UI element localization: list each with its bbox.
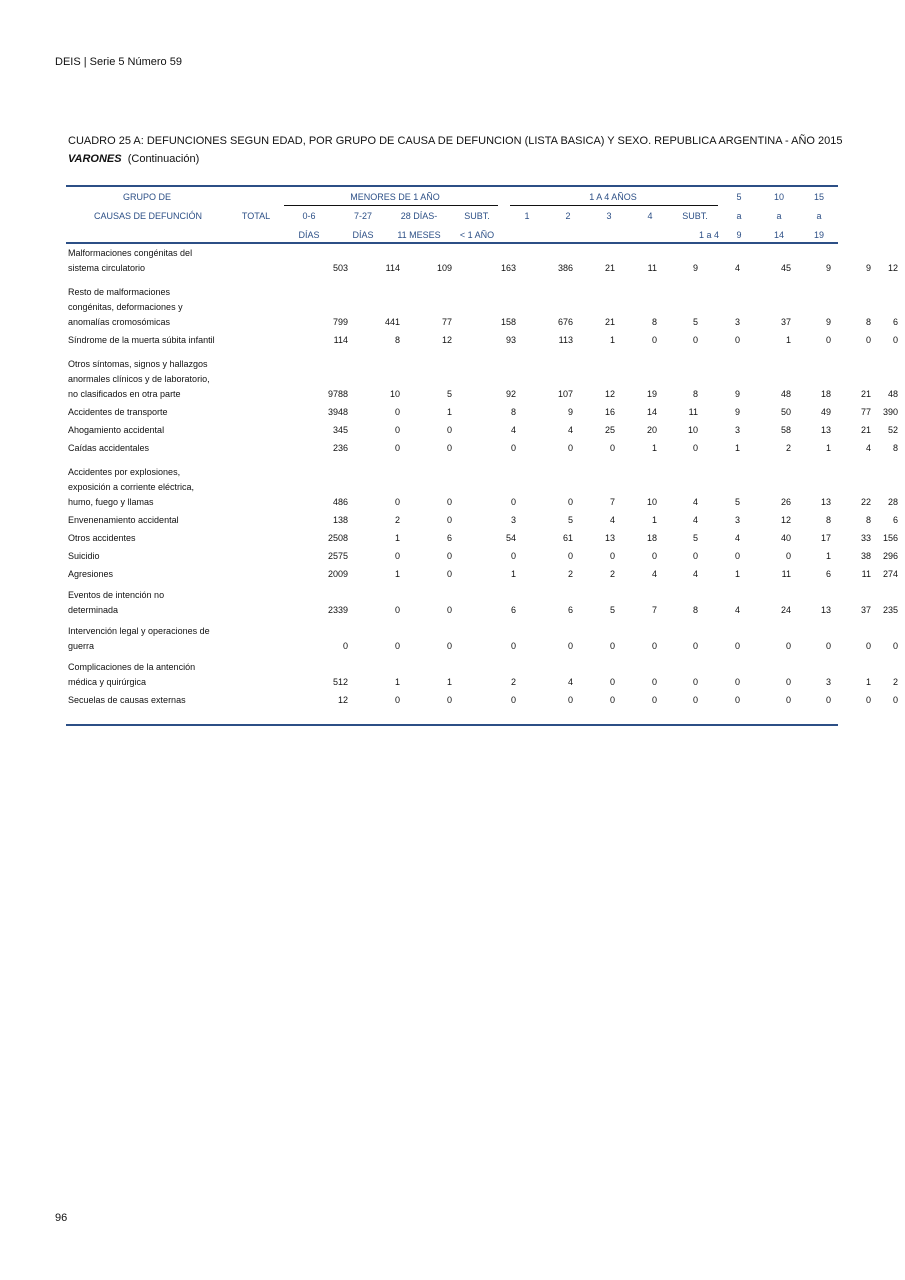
table-cell: 9 [865,263,871,273]
table-cell: 113 [558,335,573,345]
table-cell: 2 [567,569,573,579]
table-cell: 20 [646,425,657,435]
table-cell: 0 [734,695,740,705]
table-cell: 9 [734,407,740,417]
header-15-a-19-mid: a [816,211,822,221]
table-cell: 6 [446,533,452,543]
table-cell: 386 [557,263,573,273]
table-cell: 2 [892,677,898,687]
table-cell: 2 [394,515,400,525]
table-cell: 38 [860,551,871,561]
table-cell: 17 [820,533,831,543]
table-cell: 0 [567,551,573,561]
subtitle-continuation: (Continuación) [127,153,200,165]
table-cell: 0 [734,677,740,687]
table-cell: 50 [780,407,791,417]
table-cell: 9 [825,263,831,273]
table-cell: 0 [446,569,452,579]
cause-label: Malformaciones congénitas del sistema circulatorio [68,248,193,273]
table-cell: 0 [651,335,657,345]
cause-label: Otros síntomas, signos y hallazgos anormales clínicos y de laboratorio, no clasificados en otra parte [68,359,210,399]
header-10-a-14-bottom: 14 [773,230,785,240]
table-cell: 1 [446,677,452,687]
table-cell: 3 [510,515,516,525]
table-row [66,546,898,564]
cause-label: Agresiones [68,569,114,579]
table-cell: 1 [734,569,740,579]
table-cell: 0 [342,641,348,651]
cause-label: Accidentes de transporte [68,407,168,417]
subtitle-sex: VARONES [68,153,122,165]
table-cell: 0 [785,551,791,561]
table-cell: 5 [609,605,615,615]
table-row [66,528,898,546]
table-cell: 6 [567,605,573,615]
table-cell: 0 [692,641,698,651]
table-cell: 799 [332,317,348,327]
table-cell: 2 [785,443,791,453]
table-cell: 33 [860,533,871,543]
table-cell: 0 [394,695,400,705]
table-cell: 40 [780,533,791,543]
table-row [66,402,898,420]
table-cell: 1 [651,515,657,525]
table-cell: 8 [865,515,871,525]
cause-label: Resto de malformaciones congénitas, deformaciones y anomalías cromosómicas [68,287,183,327]
table-cell: 5 [692,533,698,543]
table-cell: 0 [692,695,698,705]
table-cell: 0 [785,641,791,651]
header-year-4: 4 [647,211,653,221]
table-cell: 4 [510,425,516,435]
table-cell: 0 [446,515,452,525]
table-cell: 0 [892,335,898,345]
table-cell: 0 [394,407,400,417]
table-cell: 1 [446,407,452,417]
table-cell: 0 [734,641,740,651]
table-cell: 0 [865,695,871,705]
table-cell: 12 [337,695,348,705]
table-cell: 1 [825,443,831,453]
table-cell: 9788 [327,389,348,399]
table-cell: 6 [892,515,898,525]
table-cell: 0 [609,443,615,453]
table-row [66,438,898,456]
cause-label: Eventos de intención no determinada [68,590,165,615]
uno-a-cuatro-group-rule [510,205,718,206]
table-cell: 4 [734,605,740,615]
cause-label: Síndrome de la muerta súbita infantil [68,335,215,345]
table-cell: 19 [646,389,657,399]
table-row [66,276,898,330]
table-cell: 3 [825,677,831,687]
table-row [66,564,898,582]
table-cell: 52 [887,425,898,435]
table-cell: 49 [820,407,831,417]
table-cell: 24 [780,605,791,615]
table-cell: 21 [860,389,871,399]
table-cell: 1 [734,443,740,453]
table-cell: 8 [651,317,657,327]
table-cell: 4 [692,515,698,525]
table-cell: 4 [567,425,573,435]
table-cell: 0 [734,335,740,345]
table-cell: 0 [394,641,400,651]
table-row [66,246,898,276]
table-cell: 11 [861,569,871,579]
table-cell: 390 [882,407,898,417]
table-cell: 12 [604,389,615,399]
table-cell: 48 [780,389,791,399]
table-cell: 5 [446,389,452,399]
table-cell: 0 [651,677,657,687]
table-cell: 109 [436,263,452,273]
table-cell: 12 [441,335,452,345]
table-cell: 21 [604,263,615,273]
table-cell: 3 [734,425,740,435]
table-row [66,690,898,708]
table-cell: 0 [394,443,400,453]
table-cell: 8 [692,389,698,399]
header-15-a-19-top: 15 [813,192,825,202]
table-cell: 0 [394,497,400,507]
table-cell: 1 [609,335,615,345]
table-cell: 11 [781,569,791,579]
table-cell: 45 [780,263,791,273]
table-bottom-rule [66,724,838,726]
header-5-a-9-bottom: 9 [736,230,742,240]
table-cell: 0 [785,695,791,705]
cause-label: Secuelas de causas externas [68,695,186,705]
header-28-days-unit: 11 MESES [397,230,441,240]
menores-group-rule [284,205,498,206]
table-cell: 0 [609,551,615,561]
table-cell: 8 [394,335,400,345]
table-cell: 114 [333,335,348,345]
page-number: 96 [55,1212,68,1224]
table-cell: 107 [557,389,573,399]
table-cell: 0 [394,551,400,561]
table-cell: 22 [860,497,871,507]
table-row [66,582,898,618]
table-cell: 93 [505,335,516,345]
table-cell: 1 [394,677,400,687]
table-cell: 0 [892,695,898,705]
table-cell: 61 [562,533,573,543]
header-28-days: 28 DÍAS- [400,211,438,221]
table-cell: 5 [734,497,740,507]
table-cell: 11 [647,263,657,273]
table-cell: 16 [604,407,615,417]
table-cell: 512 [332,677,348,687]
table-cell: 37 [780,317,791,327]
table-cell: 5 [692,317,698,327]
table-cell: 4 [692,497,698,507]
header-0-6-days-unit: DÍAS [298,230,320,240]
table-cell: 0 [446,497,452,507]
header-menores-1-ano: MENORES DE 1 AÑO [350,192,440,202]
table-cell: 0 [446,641,452,651]
table-cell: 158 [500,317,516,327]
table-cell: 0 [446,695,452,705]
table-cell: 4 [692,569,698,579]
table-cell: 0 [609,677,615,687]
table-cell: 7 [651,605,657,615]
table-subtitle [68,153,199,165]
table-cell: 0 [825,335,831,345]
cause-label: Otros accidentes [68,533,136,543]
table-cell: 345 [332,425,348,435]
header-subt-menores: SUBT. [464,211,490,221]
table-top-rule [66,185,838,187]
header-1-a-4-anos: 1 A 4 AÑOS [589,192,637,202]
table-row [66,420,898,438]
table-cell: 4 [609,515,615,525]
table-cell: 28 [887,497,898,507]
table-cell: 0 [609,695,615,705]
table-cell: 0 [734,551,740,561]
table-cell: 0 [446,605,452,615]
table-cell: 2508 [327,533,348,543]
table-cell: 26 [780,497,791,507]
table-cell: 114 [385,263,400,273]
table-cell: 12 [780,515,791,525]
table-cell: 676 [557,317,573,327]
table-cell: 18 [820,389,831,399]
table-cell: 2 [609,569,615,579]
table-cell: 10 [389,389,400,399]
table-cell: 8 [865,317,871,327]
table-cell: 2 [510,677,516,687]
cause-label: Complicaciones de la antención médica y quirúrgica [68,662,196,687]
table-row [66,654,898,690]
table-cell: 3948 [327,407,348,417]
table-cell: 48 [887,389,898,399]
table-cell: 0 [692,443,698,453]
table-cell: 10 [687,425,698,435]
header-7-27-days: 7-27 [353,211,373,221]
header-year-2: 2 [565,211,571,221]
table-cell: 0 [567,641,573,651]
table-cell: 8 [510,407,516,417]
table-cell: 441 [384,317,400,327]
table-cell: 5 [567,515,573,525]
table-cell: 0 [865,335,871,345]
table-cell: 2575 [327,551,348,561]
header-grupo-de: GRUPO DE [122,192,172,202]
table-cell: 9 [734,389,740,399]
table-cell: 25 [604,425,615,435]
header-causas: CAUSAS DE DEFUNCIÓN [93,211,203,221]
table-cell: 503 [332,263,348,273]
header-year-1: 1 [524,211,530,221]
table-cell: 6 [510,605,516,615]
table-cell: 4 [734,533,740,543]
table-cell: 4 [865,443,871,453]
table-cell: 0 [394,605,400,615]
table-row [66,330,898,348]
table-cell: 0 [446,551,452,561]
table-cell: 156 [882,533,898,543]
table-cell: 3 [734,515,740,525]
table-cell: 0 [651,695,657,705]
cause-label: Caídas accidentales [68,443,150,453]
header-0-6-days: 0-6 [302,211,316,221]
header-5-a-9-mid: a [736,211,742,221]
table-cell: 13 [820,497,831,507]
table-cell: 0 [510,641,516,651]
table-cell: 0 [892,641,898,651]
header-7-27-days-unit: DÍAS [352,230,374,240]
cause-label: Suicidio [68,551,100,561]
table-cell: 0 [394,425,400,435]
table-cell: 0 [692,551,698,561]
table-cell: 1 [785,335,791,345]
header-subt-1-a-4: SUBT. [682,211,708,221]
table-cell: 13 [604,533,615,543]
table-cell: 0 [567,497,573,507]
table-cell: 8 [692,605,698,615]
table-cell: 3 [734,317,740,327]
table-cell: 0 [446,425,452,435]
cause-label: Ahogamiento accidental [68,425,165,435]
table-cell: 4 [734,263,740,273]
table-cell: 0 [510,695,516,705]
table-cell: 92 [505,389,516,399]
table-cell: 296 [882,551,898,561]
table-cell: 8 [825,515,831,525]
table-cell: 235 [882,605,898,615]
table-cell: 236 [332,443,348,453]
table-cell: 0 [510,551,516,561]
table-cell: 274 [882,569,898,579]
table-cell: 0 [865,641,871,651]
table-cell: 0 [446,443,452,453]
table-cell: 486 [332,497,348,507]
table-body [66,246,898,708]
table-cell: 11 [688,407,698,417]
header-year-3: 3 [606,211,612,221]
table-cell: 0 [825,641,831,651]
table-cell: 0 [651,641,657,651]
table-title: CUADRO 25 A: DEFUNCIONES SEGUN EDAD, POR GRUPO DE CAUSA DE DEFUNCION (LISTA BASICA) Y SEXO. REPUBLICA ARGENTINA - AÑO 2015 [68,135,843,147]
table-cell: 13 [820,425,831,435]
table-cell: 21 [860,425,871,435]
running-header: DEIS | Serie 5 Número 59 [55,56,182,68]
table-cell: 1 [394,533,400,543]
table-cell: 2009 [327,569,348,579]
header-bottom-rule [66,242,838,244]
table-cell: 10 [646,497,657,507]
table-cell: 54 [505,533,516,543]
cause-label: Envenenamiento accidental [68,515,179,525]
table-cell: 18 [646,533,657,543]
table-cell: 1 [865,677,871,687]
table-row [66,618,898,654]
table-cell: 138 [332,515,348,525]
table-row [66,510,898,528]
table-cell: 13 [820,605,831,615]
table-cell: 0 [825,695,831,705]
table-cell: 0 [510,497,516,507]
header-5-a-9-top: 5 [736,192,742,202]
table-cell: 0 [692,335,698,345]
table-cell: 0 [785,677,791,687]
header-10-a-14-mid: a [776,211,782,221]
table-cell: 77 [860,407,871,417]
table-cell: 2339 [327,605,348,615]
table-cell: 58 [780,425,791,435]
table-cell: 0 [651,551,657,561]
table-cell: 0 [567,443,573,453]
table-cell: 12 [887,263,898,273]
table-cell: 6 [825,569,831,579]
table-cell: 0 [510,443,516,453]
table-cell: 14 [646,407,657,417]
table-cell: 6 [892,317,898,327]
header-subt-1-a-4-unit: 1 a 4 [698,230,720,240]
table-cell: 4 [651,569,657,579]
table-cell: 77 [441,317,452,327]
cause-label: Accidentes por explosiones, exposición a corriente eléctrica, humo, fuego y llamas [68,467,195,507]
table-cell: 9 [825,317,831,327]
table-cell: 0 [567,695,573,705]
table-cell: 4 [567,677,573,687]
table-cell: 7 [609,497,615,507]
header-10-a-14-top: 10 [773,192,785,202]
deaths-table [66,246,898,708]
table-cell: 9 [567,407,573,417]
header-total: TOTAL [241,211,271,221]
table-cell: 37 [860,605,871,615]
table-cell: 8 [892,443,898,453]
cause-label: Intervención legal y operaciones de guerra [68,626,210,651]
table-cell: 1 [825,551,831,561]
table-cell: 1 [651,443,657,453]
table-cell: 21 [604,317,615,327]
header-15-a-19-bottom: 19 [813,230,825,240]
table-cell: 163 [500,263,516,273]
table-cell: 1 [510,569,516,579]
table-cell: 9 [692,263,698,273]
header-subt-menores-unit: < 1 AÑO [459,230,495,240]
table-cell: 0 [692,677,698,687]
table-cell: 0 [609,641,615,651]
table-row [66,456,898,510]
table-row [66,348,898,402]
table-cell: 1 [394,569,400,579]
